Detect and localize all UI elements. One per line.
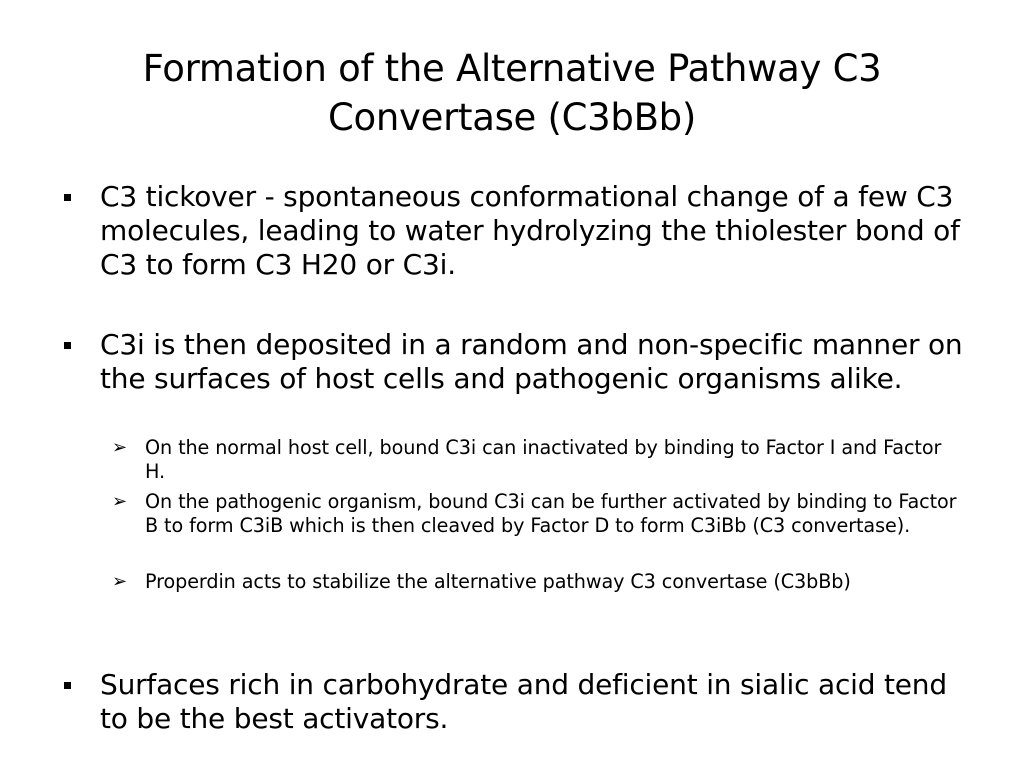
- title-line-2: Convertase (C3bBb): [328, 96, 696, 139]
- slide-title: [60, 44, 964, 142]
- arrowhead-bullet-icon: ➢: [112, 437, 128, 458]
- sub-bullet-item-1: [112, 436, 962, 484]
- bullet-item-3: [60, 668, 970, 736]
- sub-bullet-item-2: [112, 490, 962, 538]
- bullet-text: Surfaces rich in carbohydrate and deficient in sialic acid tend to be the best activators.: [100, 668, 947, 735]
- square-bullet-icon: [64, 342, 71, 349]
- square-bullet-icon: [64, 682, 71, 689]
- bullet-text: C3 tickover - spontaneous conformational change of a few C3 molecules, leading to water hydrolyzing the thiolester bond of C3 to form C3 H20 or C3i.: [100, 180, 960, 281]
- sub-bullet-text: On the pathogenic organism, bound C3i can be further activated by binding to Factor B to form C3iB which is then cleaved by Factor D to form C3iBb (C3 convertase).: [145, 490, 957, 537]
- sub-bullet-text: Properdin acts to stabilize the alternative pathway C3 convertase (C3bBb): [145, 570, 851, 593]
- bullet-item-2: [60, 328, 970, 396]
- arrowhead-bullet-icon: ➢: [112, 491, 128, 512]
- title-line-1: Formation of the Alternative Pathway C3: [142, 47, 882, 90]
- square-bullet-icon: [64, 194, 71, 201]
- sub-bullet-text: On the normal host cell, bound C3i can inactivated by binding to Factor I and Factor H.: [145, 436, 942, 483]
- bullet-text: C3i is then deposited in a random and non-specific manner on the surfaces of host cells and pathogenic organisms alike.: [100, 328, 963, 395]
- sub-bullet-item-3: [112, 570, 962, 594]
- arrowhead-bullet-icon: ➢: [112, 571, 128, 592]
- bullet-item-1: [60, 180, 970, 282]
